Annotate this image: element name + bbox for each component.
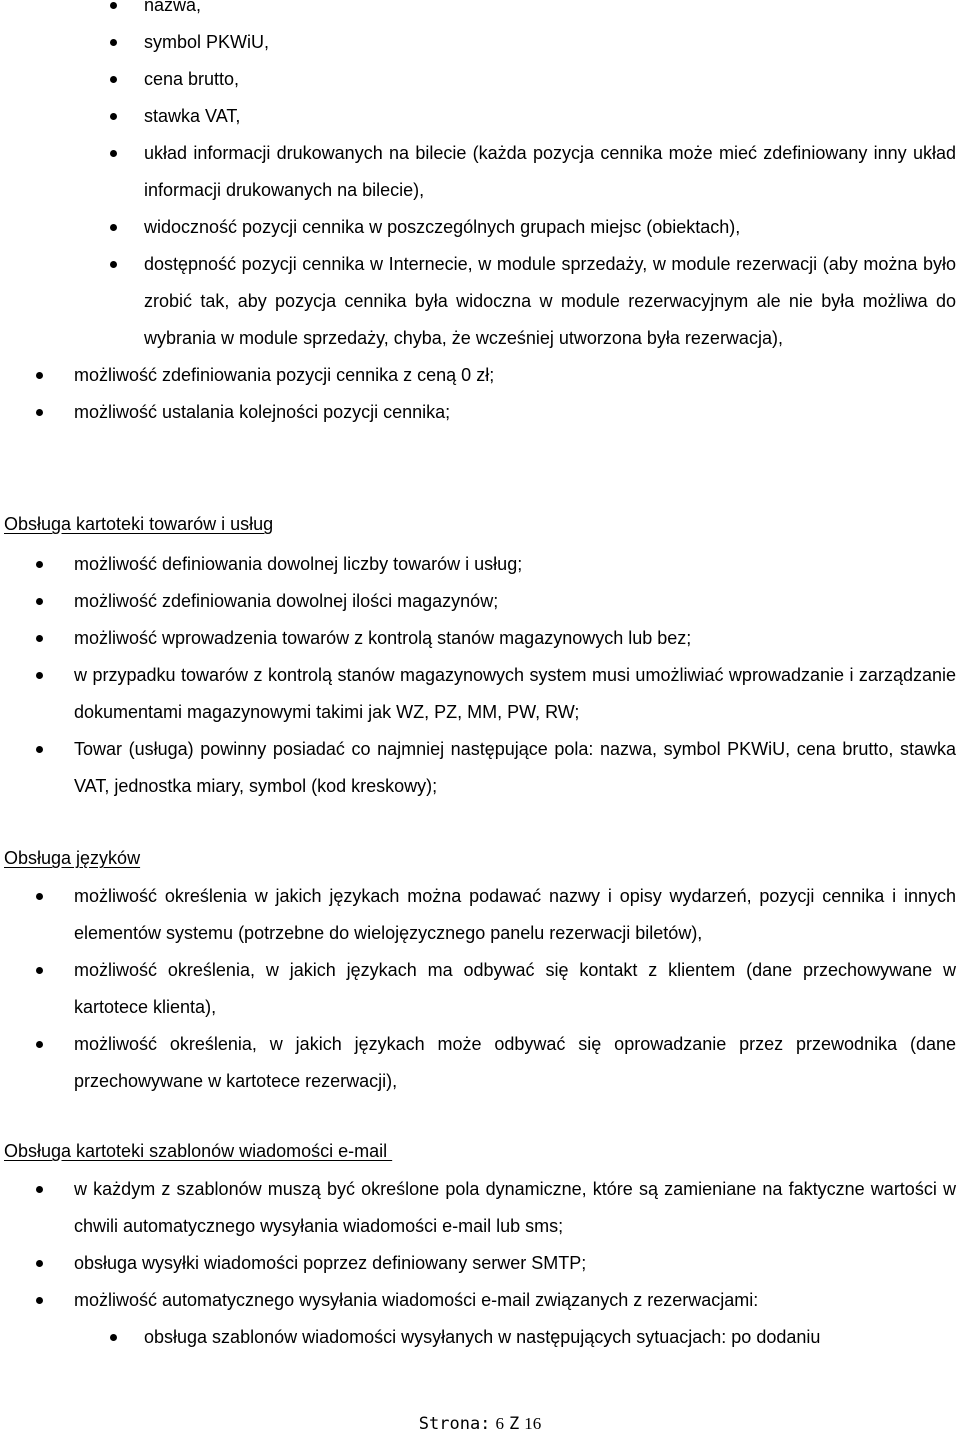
bullet-icon bbox=[36, 1260, 43, 1267]
section-jezyki-list bbox=[0, 878, 960, 1100]
list-item: możliwość automatycznego wysyłania wiadomości e-mail związanych z rezerwacjami: bbox=[74, 1282, 956, 1319]
list-item: możliwość definiowania dowolnej liczby towarów i usług; bbox=[74, 546, 956, 583]
bullet-icon bbox=[36, 746, 43, 753]
bullet-list bbox=[0, 357, 960, 431]
bullet-icon bbox=[110, 2, 117, 9]
list-item: układ informacji drukowanych na bilecie (każda pozycja cennika może mieć zdefiniowany inny układ informacji drukowanych na bilecie), bbox=[144, 135, 956, 209]
list-item: nazwa, bbox=[144, 0, 956, 24]
list-item: obsługa szablonów wiadomości wysyłanych w następujących sytuacjach: po dodaniu bbox=[144, 1319, 956, 1356]
bullet-icon bbox=[110, 39, 117, 46]
bullet-icon bbox=[36, 1186, 43, 1193]
bullet-icon bbox=[36, 967, 43, 974]
bullet-icon bbox=[36, 598, 43, 605]
bullet-icon bbox=[110, 150, 117, 157]
section-heading-szablony: Obsługa kartoteki szablonów wiadomości e-mail bbox=[4, 1141, 393, 1161]
bullet-icon bbox=[36, 409, 43, 416]
list-item: możliwość określenia, w jakich językach może odbywać się oprowadzanie przez przewodnika (dane przechowywane w kartotece rezerwacji), bbox=[74, 1026, 956, 1100]
section-szablony-list bbox=[0, 1171, 960, 1356]
bullet-icon bbox=[110, 113, 117, 120]
footer-total-pages: 16 bbox=[524, 1414, 542, 1433]
list-item: stawka VAT, bbox=[144, 98, 956, 135]
bullet-icon bbox=[36, 372, 43, 379]
section-kartoteka-list bbox=[0, 546, 960, 805]
bullet-icon bbox=[110, 1334, 117, 1341]
list-item: w każdym z szablonów muszą być określone pola dynamiczne, które są zamieniane na faktyczne wartości w chwili automatycznego wysyłania wiadomości e-mail lub sms; bbox=[74, 1171, 956, 1245]
list-item: Towar (usługa) powinny posiadać co najmniej następujące pola: nazwa, symbol PKWiU, cena brutto, stawka VAT, jednostka miary, symbol (kod kreskowy); bbox=[74, 731, 956, 805]
list-item: możliwość zdefiniowania pozycji cennika z ceną 0 zł; bbox=[74, 357, 956, 394]
list-item: możliwość określenia w jakich językach można podawać nazwy i opisy wydarzeń, pozycji cennika i innych elementów systemu (potrzebne do wielojęzycznego panelu rezerwacji biletów), bbox=[74, 878, 956, 952]
list-item: w przypadku towarów z kontrolą stanów magazynowych system musi umożliwiać wprowadzanie i zarządzanie dokumentami magazynowymi takimi jak WZ, PZ, MM, PW, RW; bbox=[74, 657, 956, 731]
list-item: możliwość ustalania kolejności pozycji cennika; bbox=[74, 394, 956, 431]
list-item: możliwość wprowadzenia towarów z kontrolą stanów magazynowych lub bez; bbox=[74, 620, 956, 657]
sub-bullet-list bbox=[0, 0, 960, 357]
bullet-list bbox=[0, 546, 960, 805]
section-heading-kartoteka: Obsługa kartoteki towarów i usług bbox=[4, 514, 274, 534]
list-item: symbol PKWiU, bbox=[144, 24, 956, 61]
bullet-icon bbox=[36, 893, 43, 900]
list-item: cena brutto, bbox=[144, 61, 956, 98]
list-item: obsługa wysyłki wiadomości poprzez definiowany serwer SMTP; bbox=[74, 1245, 956, 1282]
bullet-list bbox=[0, 1171, 960, 1319]
section-heading-jezyki: Obsługa języków bbox=[4, 848, 141, 868]
footer-label: Strona: bbox=[418, 1414, 491, 1434]
bullet-list bbox=[0, 878, 960, 1100]
bullet-icon bbox=[36, 1041, 43, 1048]
list-item: możliwość określenia, w jakich językach ma odbywać się kontakt z klientem (dane przechowywane w kartotece klienta), bbox=[74, 952, 956, 1026]
footer-page-number: 6 bbox=[495, 1414, 504, 1433]
bullet-icon bbox=[36, 635, 43, 642]
top-block bbox=[0, 0, 960, 431]
list-item: możliwość zdefiniowania dowolnej ilości magazynów; bbox=[74, 583, 956, 620]
list-item: dostępność pozycji cennika w Internecie, w module sprzedaży, w module rezerwacji (aby można było zrobić tak, aby pozycja cennika była widoczna w module rezerwacyjnym ale nie była możliwa do wybrania w module sprzedaży, chyba, że wcześniej utworzona była rezerwacja), bbox=[144, 246, 956, 357]
bullet-icon bbox=[36, 561, 43, 568]
bullet-icon bbox=[36, 672, 43, 679]
bullet-icon bbox=[110, 224, 117, 231]
footer-of: Z bbox=[508, 1414, 520, 1434]
bullet-icon bbox=[36, 1297, 43, 1304]
sub-bullet-list bbox=[0, 1319, 960, 1356]
list-item: widoczność pozycji cennika w poszczególnych grupach miejsc (obiektach), bbox=[144, 209, 956, 246]
bullet-icon bbox=[110, 76, 117, 83]
bullet-icon bbox=[110, 261, 117, 268]
